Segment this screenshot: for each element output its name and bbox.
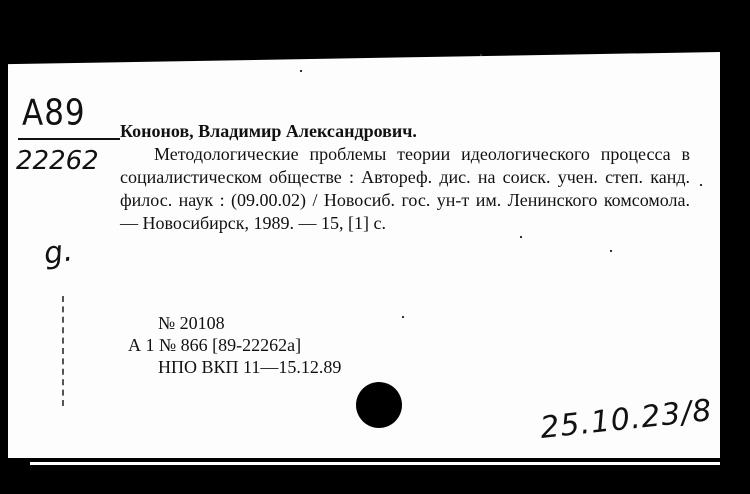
scan-speck <box>402 316 404 318</box>
handwritten-mark: g. <box>41 233 75 272</box>
scan-speck <box>610 250 612 252</box>
shelf-mark-underline <box>18 138 120 140</box>
scan-speck <box>480 54 482 56</box>
margin-dashed-line <box>62 296 64 406</box>
scan-speck <box>520 236 522 238</box>
meta-line-3: НПО ВКП 11—15.12.89 <box>158 357 342 377</box>
meta-line-2: А 1 № 866 [89-22262а] <box>128 335 302 355</box>
handwritten-date: 25.10.23/8 <box>538 393 715 446</box>
scan-speck <box>300 70 302 72</box>
handwritten-shelf-mark: A89 <box>22 92 86 134</box>
catalog-record <box>120 120 690 235</box>
record-meta <box>128 312 341 378</box>
handwritten-accession-number: 22262 <box>16 146 99 176</box>
scan-speck <box>700 184 702 186</box>
record-author: Кононов, Владимир Александрович. <box>120 121 417 141</box>
card-edge-strip <box>30 462 720 465</box>
record-description: Методологические проблемы теории идеологического процесса в социалистическом обществе : Автореф. дис. на соиск. учен. степ. канд. филос. наук : (09.00.02) / Новосиб. гос. ун-т им. Ленинского комсомола. — Новосибирск, 1989. — 15, [1] с. <box>120 144 690 233</box>
punch-hole <box>356 382 402 428</box>
meta-line-1: № 20108 <box>158 313 225 333</box>
